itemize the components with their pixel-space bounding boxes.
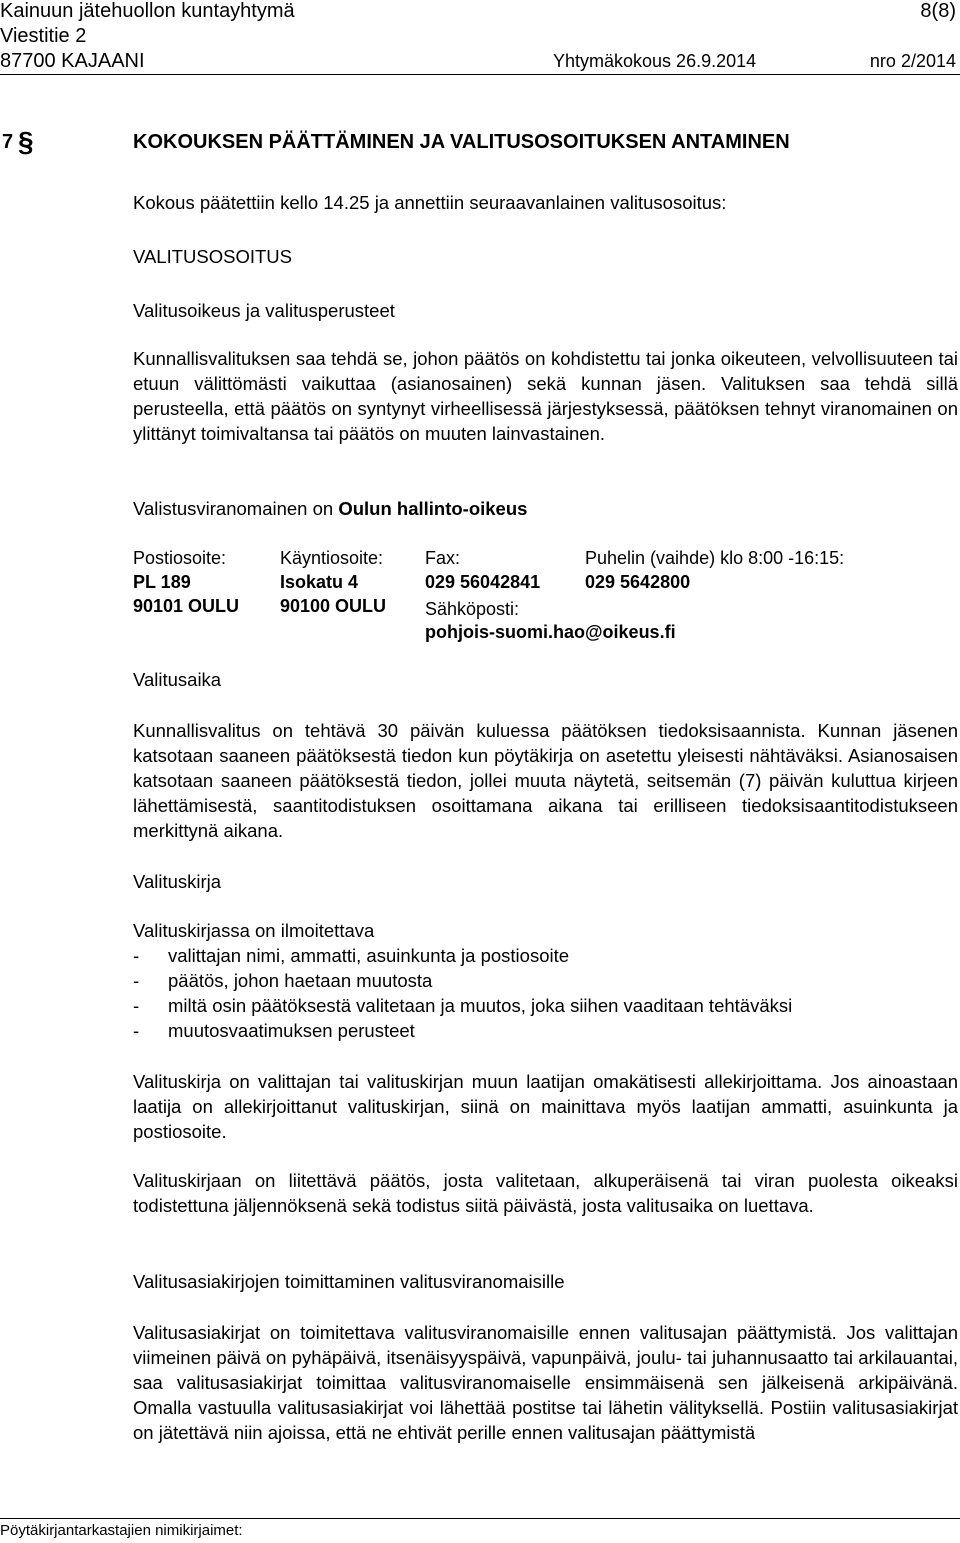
visit-line-2: 90100 OULU — [280, 596, 387, 616]
email-label: Sähköposti: — [425, 599, 520, 619]
section-title: KOKOUKSEN PÄÄTTÄMINEN JA VALITUSOSOITUKSEN ANTAMINEN — [133, 131, 790, 153]
list-item: - päätös, johon haetaan muutosta — [133, 970, 433, 991]
phone-value: 029 5642800 — [585, 572, 691, 592]
letter-heading: Valituskirja — [133, 871, 222, 892]
postal-label: Postiosoite: — [133, 548, 227, 568]
footer-rule — [0, 1518, 960, 1519]
letter-paragraph-1: Valituskirja on valittajan tai valituskirjan muun laatijan omakätisesti allekirjoittama. Jos ainoastaan laatija on allekirjoittanut valituskirjan, siinä on mainittava myös laatijan ammatti, asuinkunta ja postiosoite. — [133, 1071, 958, 1142]
appeal-heading: VALITUSOSOITUS — [133, 246, 292, 267]
visit-label: Käyntiosoite: — [280, 548, 384, 568]
email-value: pohjois-suomi.hao@oikeus.fi — [425, 622, 676, 642]
phone-label: Puhelin (vaihde) klo 8:00 -16:15: — [585, 548, 845, 568]
header-rule — [0, 74, 960, 75]
authority-name: Oulun hallinto-oikeus — [338, 498, 528, 519]
delivery-paragraph: Valitusasiakirjat on toimitettava valitusviranomaisille ennen valitusajan päättymistä. Jos valittajan viimeinen päivä on pyhäpäivä, itsenäisyyspäivä, vapunpäivä, joulu- tai juhannusaatto tai arkilauantai, saa valitusasiakirjat toimittaa valitusviranomaiselle ensimmäisenä sen jälkeisenä arkipäivänä. Omalla vastuulla valitusasiakirjat voi lähettää postitse tai lähetin välityksellä. Postiin valitusasiakirjat on jätettävä niin ajoissa, että ne ehtivät perille ennen valitusajan päättymistä — [133, 1322, 958, 1443]
letter-intro: Valituskirjassa on ilmoitettava — [133, 920, 375, 941]
meeting-label: Yhtymäkokous 26.9.2014 — [553, 51, 757, 71]
section-number: 7 — [2, 131, 14, 153]
page-number: 8(8) — [920, 0, 956, 22]
letter-paragraph-2: Valituskirjaan on liitettävä päätös, josta valitetaan, alkuperäisenä tai viran puolesta oikeaksi todistettuna jäljennöksenä sekä todistus siitä päivästä, josta valitusaika on luettava. — [133, 1170, 958, 1216]
right-heading: Valitusoikeus ja valitusperusteet — [133, 300, 395, 321]
postal-line-2: 90101 OULU — [133, 596, 240, 616]
fax-value: 029 56042841 — [425, 572, 541, 592]
org-name: Kainuun jätehuollon kuntayhtymä — [0, 0, 295, 22]
time-paragraph: Kunnallisvalitus on tehtävä 30 päivän kuluessa päätöksen tiedoksisaannista. Kunnan jäsenen katsotaan saaneen päätöksestä tiedon kun pöytäkirja on asetettu yleisesti nähtäväksi. Asianosaisen katsotaan saaneen päätöksestä tiedon, jollei muuta näytetä, seitsemän (7) päivän kuluttua kirjeen lähettämisestä, saantitodistuksen osoittamana aikana tai erilliseen tiedoksisaantitodistukseen merkittynä aikana. — [133, 720, 958, 841]
letter-list — [133, 943, 792, 1043]
list-item: - valittajan nimi, ammatti, asuinkunta ja postiosoite — [133, 945, 570, 966]
delivery-heading: Valitusasiakirjojen toimittaminen valitusviranomaisille — [133, 1271, 565, 1292]
authority-line — [133, 496, 527, 521]
authority-prefix: Valistusviranomainen on — [133, 498, 339, 519]
list-item: - miltä osin päätöksestä valitetaan ja muutos, joka siihen vaaditaan tehtäväksi — [133, 995, 793, 1016]
street-address: Viestitie 2 — [0, 25, 87, 47]
postal-address: 87700 KAJAANI — [0, 50, 145, 72]
time-heading: Valitusaika — [133, 669, 222, 690]
document-number: nro 2/2014 — [869, 51, 956, 71]
right-paragraph: Kunnallisvalituksen saa tehdä se, johon päätös on kohdistettu tai jonka oikeuteen, velvollisuuteen tai etuun välittömästi vaikuttaa (asianosainen) sekä kunnan jäsen. Valituksen saa tehdä sillä perusteella, että päätös on syntynyt virheellisessä järjestyksessä, päätöksen tehnyt viranomainen on ylittänyt toimivaltansa tai päätös on muuten lainvastainen. — [133, 348, 958, 444]
footer-text: Pöytäkirjantarkastajien nimikirjaimet: — [0, 1522, 243, 1539]
intro-text: Kokous päätettiin kello 14.25 ja annettiin seuraavanlainen valitusosoitus: — [133, 192, 727, 213]
fax-label: Fax: — [425, 548, 461, 568]
paragraph-sign: § — [18, 126, 34, 157]
visit-line-1: Isokatu 4 — [280, 572, 359, 592]
postal-line-1: PL 189 — [133, 572, 191, 592]
list-item: - muutosvaatimuksen perusteet — [133, 1020, 415, 1041]
